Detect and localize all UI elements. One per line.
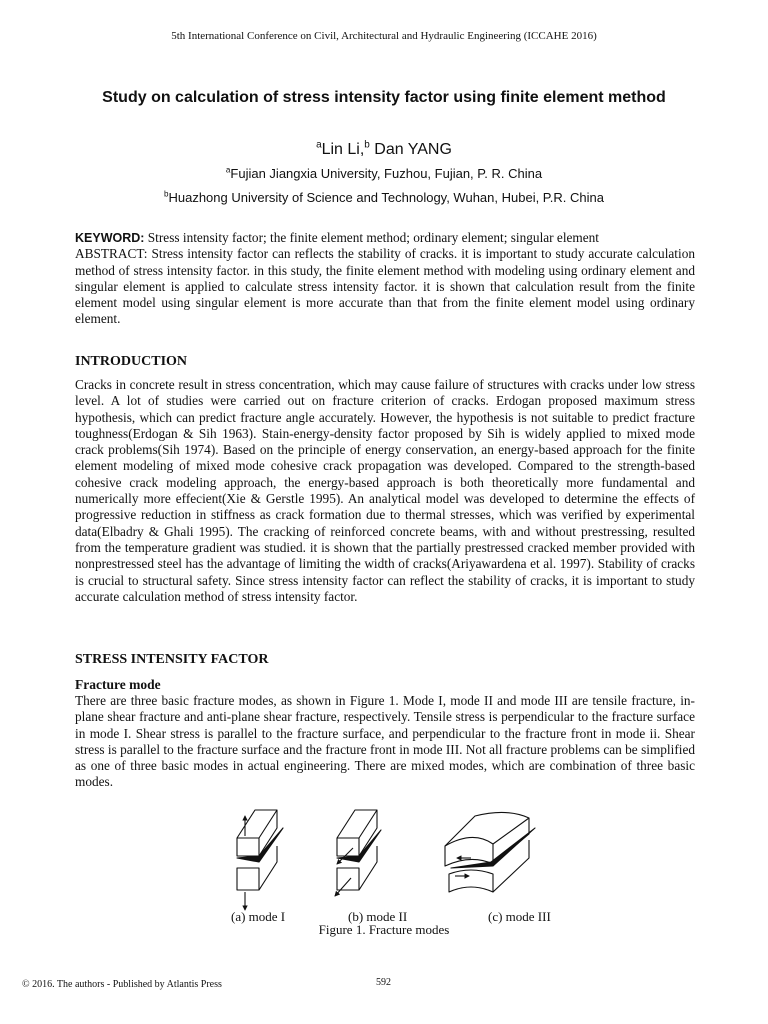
keyword-line (75, 230, 695, 246)
mode-3-diagram (445, 812, 535, 892)
figure-label-mode-2: (b) mode II (348, 909, 408, 924)
abstract-text: ABSTRACT: Stress intensity factor can reflects the stability of cracks. it is important to study accurate calculation method of stress intensity factor. in this study, the finite element method with modeling using ordinary element and singular element is applied to calculate stress intensity factor. it is shown that calculation result from the finite element model using singular element is more accurate than that from the finite element model using ordinary element. (75, 246, 695, 327)
conference-header: 5th International Conference on Civil, Architectural and Hydraulic Engineering (ICCAHE 2016) (171, 30, 597, 42)
affiliation-2-text: Huazhong University of Science and Technology, Wuhan, Hubei, P.R. China (168, 190, 604, 205)
fracture-mode-text: There are three basic fracture modes, as shown in Figure 1. Mode I, mode II and mode III are tensile fracture, in-plane shear fracture and anti-plane shear fracture, respectively. Tensile stress is perpendicular to the fracture surface in mode I. Shear stress is parallel to the fracture surface, and perpendicular to the fracture front in mode ii. Shear stress is parallel to the fracture surface and the fracture front in mode III. Not all fracture problems can be simplified as one of three basic modes in actual engineering. There are mixed modes, which are combination of three basic modes. (75, 693, 695, 790)
figure-label-mode-3: (c) mode III (488, 909, 551, 924)
affiliation-1-superscript: a (225, 165, 231, 175)
keyword-label: KEYWORD: (75, 231, 145, 245)
sif-heading: STRESS INTENSITY FACTOR (75, 652, 269, 667)
introduction-heading: INTRODUCTION (75, 354, 188, 369)
keyword-text: Stress intensity factor; the finite element method; ordinary element; singular element (144, 230, 600, 245)
introduction-text: Cracks in concrete result in stress concentration, which may cause failure of structures with cracks under low stress level. A lot of studies were carried out on fracture criterion of cracks. Erdogan proposed maximum stress hypothesis, which can predict fracture angle accurately. However, the hypothesis is not suitable to predict fracture toughness(Erdogan & Sih 1963). Stain-energy-density factor proposed by Sih is widely applied to mixed mode crack problems(Sih 1974). Based on the principle of energy conservation, an energy-based approach for the finite element modeling of mixed mode cohesive crack propagation was developed. Compared to the strength-based cohesive crack modeling approach, the energy-based approach is both theoretically more fundamental and numerically more effecient(Xie & Gerstle 1995). An analytical model was developed to determine the effects of progressive reduction in stiffness as crack formation due to thermal stresses, which was verified by experimental data(Elbadry & Ghali 1995). The cracking of reinforced concrete beams, with and without prestressing, resulted from the temperature gradient was studied. it is shown that the partially prestressed cracked member provided with nonprestressed steel has the advantage of limiting the width of cracks(Ariyawardena et al. 1997). Stability of cracks is crucial to structural safety. Since stress intensity factor can reflect the stability of cracks, it is important to study accurate calculation method of stress intensity factor. (75, 377, 695, 604)
author-1-name: Lin Li, (321, 141, 365, 158)
paper-title: Study on calculation of stress intensity factor using finite element method (102, 89, 666, 106)
mode-2-diagram (335, 810, 381, 896)
fracture-mode-subheading: Fracture mode (75, 677, 161, 692)
copyright-footer: © 2016. The authors - Published by Atlantis Press (22, 979, 222, 990)
fracture-modes-figure (225, 806, 565, 916)
figure-caption: Figure 1. Fracture modes (318, 922, 450, 937)
mode-1-diagram (237, 810, 283, 910)
author-line (0, 141, 768, 159)
author-2-superscript: b (364, 139, 370, 151)
author-2-name: Dan YANG (369, 141, 452, 158)
figure-label-mode-1: (a) mode I (231, 909, 286, 924)
affiliation-2 (0, 190, 768, 205)
affiliation-2-superscript: b (163, 189, 169, 199)
page-number: 592 (376, 977, 391, 988)
affiliation-1-text: Fujian Jiangxia University, Fuzhou, Fujian, P. R. China (230, 166, 543, 181)
keyword-abstract-block (75, 230, 695, 328)
affiliation-1 (0, 166, 768, 181)
author-1-superscript: a (316, 139, 322, 151)
